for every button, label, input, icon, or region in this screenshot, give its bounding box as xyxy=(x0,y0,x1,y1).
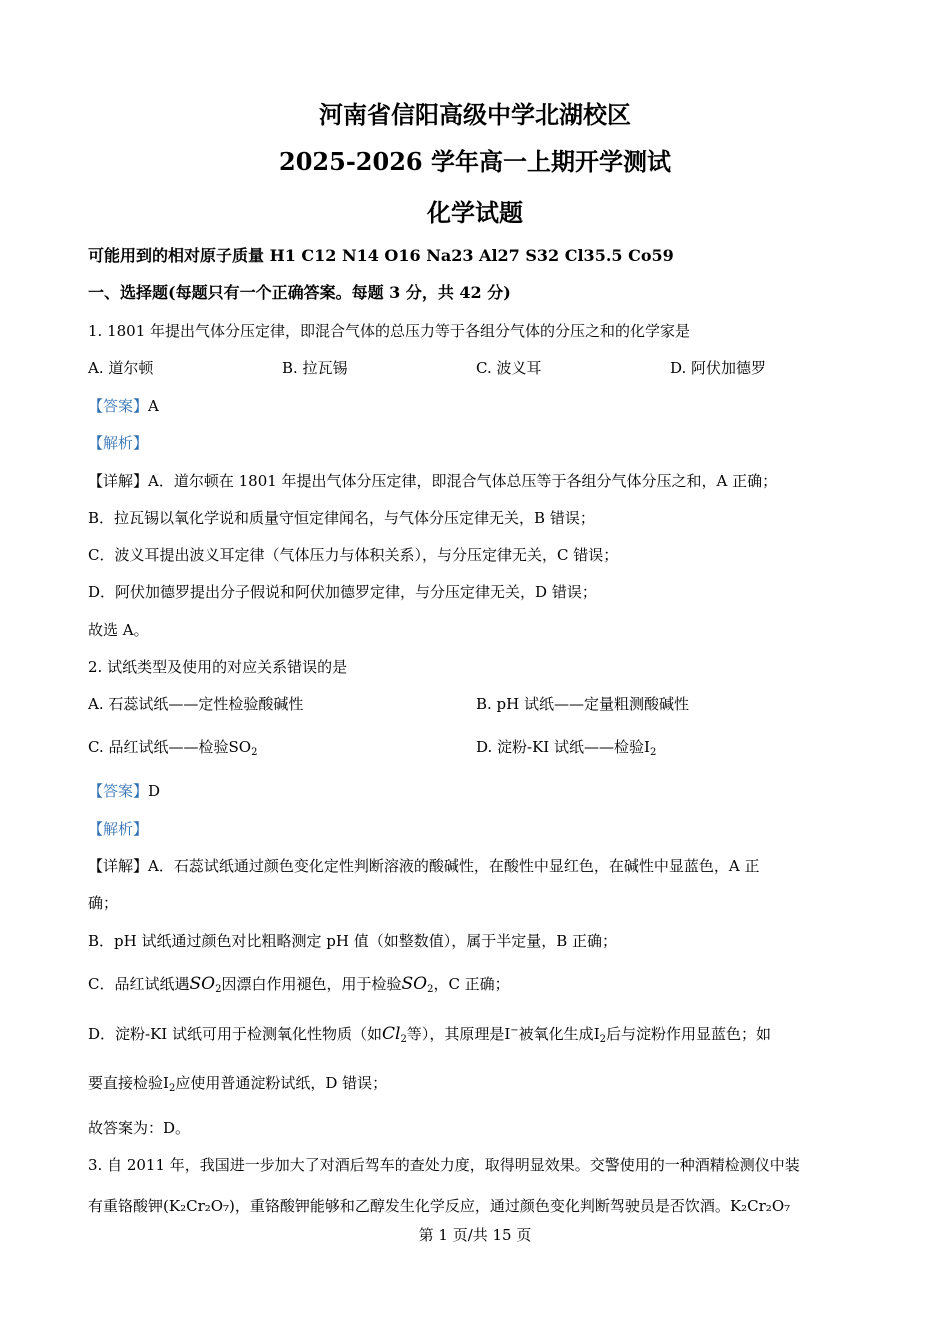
q1-answer xyxy=(88,396,159,416)
q1-option-c: C. 波义耳 xyxy=(476,359,542,377)
formula-sub: 2 xyxy=(168,1083,176,1094)
detail-text: 应使用普通淀粉试纸，D 错误； xyxy=(175,1074,388,1092)
q1-option-d: D. 阿伏加德罗 xyxy=(670,359,767,377)
q2-option-b: B. pH 试纸——定量粗测酸碱性 xyxy=(476,695,690,713)
option-text: C. 品红试纸——检验 xyxy=(88,738,229,756)
stem-text: 有重铬酸钾 xyxy=(88,1197,164,1215)
q3-stem-line1: 3. 自 2011 年，我国进一步加大了对酒后驾车的查处力度，取得明显效果。交警使用的一种酒精检测仪中装 xyxy=(88,1156,800,1174)
formula: SO xyxy=(401,974,428,994)
formula: I xyxy=(163,1074,169,1092)
detail-text: A．道尔顿在 1801 年提出气体分压定律，即混合气体总压等于各组分气体分压之和，A 正确； xyxy=(148,472,778,490)
answer-tag: 【答案】 xyxy=(88,397,149,415)
q3-stem-line2 xyxy=(88,1196,790,1216)
detail-tag: 【详解】 xyxy=(88,857,149,875)
q1-conclusion: 故选 A。 xyxy=(88,621,149,639)
formula-sub: 2 xyxy=(427,984,434,995)
q2-detail-c xyxy=(88,974,510,994)
detail-tag: 【详解】 xyxy=(88,472,149,490)
section-title: 一、选择题(每题只有一个正确答案。每题 3 分，共 42 分) xyxy=(88,283,511,302)
q2-stem: 2. 试纸类型及使用的对应关系错误的是 xyxy=(88,658,348,676)
q2-detail-d xyxy=(88,1024,771,1044)
q2-analysis-tag: 【解析】 xyxy=(88,820,149,838)
q1-detail-d: D．阿伏加德罗提出分子假说和阿伏加德罗定律，与分压定律无关，D 错误； xyxy=(88,583,597,601)
option-text: D. 淀粉-KI 试纸——检验 xyxy=(476,738,644,756)
atomic-masses: 可能用到的相对原子质量 H1 C12 N14 O16 Na23 Al27 S32 Cl35.5 Co59 xyxy=(88,246,674,265)
formula-sub: 2 xyxy=(649,747,657,758)
q1-detail-c: C．波义耳提出波义耳定律（气体压力与体积关系），与分压定律无关，C 错误； xyxy=(88,546,619,564)
q2-option-d xyxy=(476,737,656,757)
answer-tag: 【答案】 xyxy=(88,782,149,800)
formula: I xyxy=(644,738,650,756)
formula: I xyxy=(504,1025,511,1043)
answer-value: A xyxy=(148,397,159,415)
formula-sub: 2 xyxy=(215,984,222,995)
q1-detail-a xyxy=(88,471,777,491)
detail-text: 后与淀粉作用显蓝色；如 xyxy=(606,1025,772,1043)
detail-text: 因漂白作用褪色，用于检验 xyxy=(221,975,402,993)
q2-detail-d-cont xyxy=(88,1073,387,1093)
formula: SO xyxy=(189,974,216,994)
formula-sub: 2 xyxy=(400,1034,407,1045)
detail-text: 要直接检验 xyxy=(88,1074,164,1092)
q2-option-c xyxy=(88,737,257,757)
formula-sup: − xyxy=(510,1025,519,1036)
formula-sub: 2 xyxy=(599,1034,606,1045)
formula: (K₂Cr₂O₇) xyxy=(163,1197,235,1215)
school-title: 河南省信阳高级中学北湖校区 xyxy=(319,100,631,129)
formula: Cl xyxy=(382,1024,401,1044)
q2-conclusion: 故答案为：D。 xyxy=(88,1119,191,1137)
answer-value: D xyxy=(148,782,161,800)
q2-option-a: A. 石蕊试纸——定性检验酸碱性 xyxy=(88,695,304,713)
formula: SO xyxy=(228,738,252,756)
stem-text: ，重铬酸钾能够和乙醇发生化学反应，通过颜色变化判断驾驶员是否饮酒。 xyxy=(234,1197,730,1215)
detail-text: 等），其原理是 xyxy=(406,1025,505,1043)
q1-detail-b: B．拉瓦锡以氧化学说和质量守恒定律闻名，与气体分压定律无关，B 错误； xyxy=(88,509,595,527)
page-footer: 第 1 页/共 15 页 xyxy=(418,1226,532,1244)
exam-title: 2025-2026 学年高一上期开学测试 xyxy=(279,147,671,176)
detail-text: D．淀粉-KI 试纸可用于检测氧化性物质（如 xyxy=(88,1025,382,1043)
q1-stem: 1. 1801 年提出气体分压定律，即混合气体的总压力等于各组分气体的分压之和的化学家是 xyxy=(88,322,691,340)
q1-option-a: A. 道尔顿 xyxy=(88,359,154,377)
q2-answer xyxy=(88,781,160,801)
q1-option-b: B. 拉瓦锡 xyxy=(282,359,348,377)
detail-text: A．石蕊试纸通过颜色变化定性判断溶液的酸碱性，在酸性中显红色，在碱性中显蓝色，A 正 xyxy=(148,857,760,875)
q2-detail-a-cont: 确； xyxy=(88,894,119,912)
formula-sub: 2 xyxy=(251,747,258,758)
detail-text: ，C 正确； xyxy=(433,975,510,993)
subject-title: 化学试题 xyxy=(427,198,523,227)
q2-detail-b: B．pH 试纸通过颜色对比粗略测定 pH 值（如整数值），属于半定量，B 正确； xyxy=(88,932,617,950)
q1-analysis-tag: 【解析】 xyxy=(88,434,149,452)
q2-detail-a xyxy=(88,856,759,876)
formula: K₂Cr₂O₇ xyxy=(729,1197,791,1215)
detail-text: 被氧化生成 xyxy=(518,1025,594,1043)
formula: I xyxy=(593,1025,600,1043)
detail-text: C．品红试纸遇 xyxy=(88,975,190,993)
